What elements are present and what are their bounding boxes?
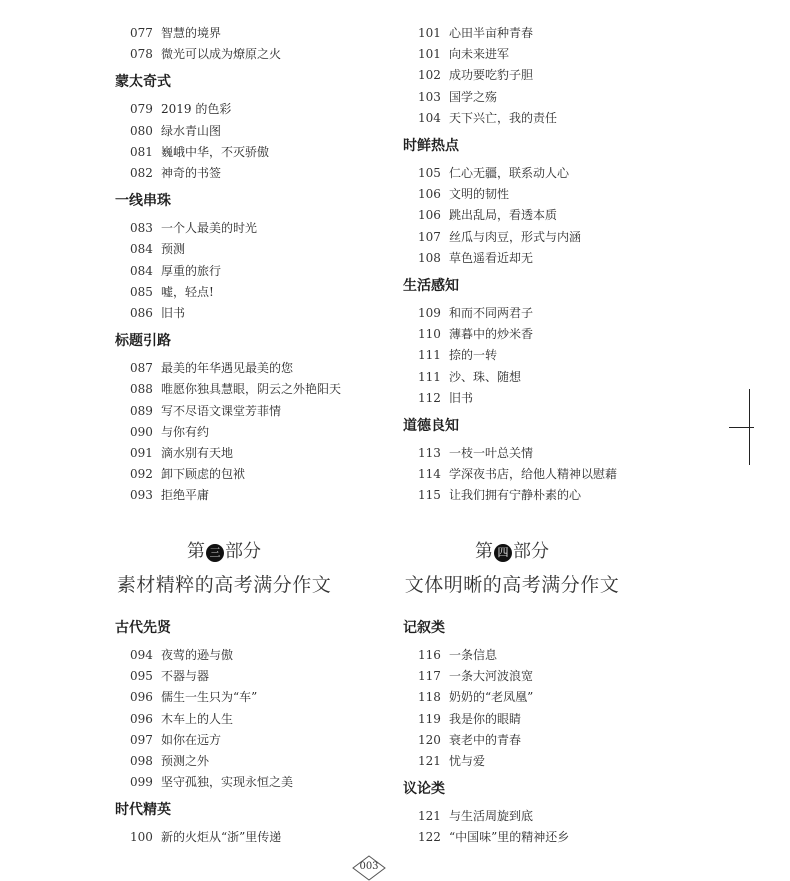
- toc-entry-title: 一条大河波浪宽: [449, 669, 534, 684]
- toc-entry-title: 捺的一转: [449, 348, 498, 363]
- toc-entry-page: 087: [130, 361, 153, 376]
- toc-entry-page: 093: [130, 488, 153, 503]
- part-3-subtitle: 素材精粹的高考满分作文: [116, 574, 332, 596]
- toc-entry-page: 090: [130, 424, 153, 439]
- toc-entry-page: 081: [130, 144, 153, 159]
- toc-entry-title: 滴水别有天地: [161, 446, 234, 460]
- part-4-header: [362, 541, 662, 597]
- toc-entry-page: 108: [418, 250, 441, 265]
- toc-entry-title: 卸下顾虑的包袱: [161, 467, 246, 482]
- toc-entry-title: 拒绝平庸: [161, 488, 210, 503]
- toc-entry-title: 儒生一生只为“车”: [161, 690, 258, 705]
- toc-entry-page: 096: [130, 711, 153, 726]
- toc-entry-title: 薄暮中的炒米香: [449, 327, 534, 342]
- part-3-header: [74, 541, 374, 597]
- toc-entry-page: 084: [130, 242, 153, 257]
- toc-entry-page: 077: [130, 26, 153, 40]
- toc-entry-title: 绿水青山图: [161, 123, 222, 138]
- toc-entry-title: 巍峨中华，不灭骄傲: [161, 144, 270, 159]
- toc-entry-title: 丝瓜与肉豆，形式与内涵: [449, 229, 582, 244]
- toc-entry-title: 学深夜书店，给他人精神以慰藉: [449, 467, 618, 482]
- toc-entry-page: 079: [130, 102, 153, 117]
- toc-entry-page: 106: [418, 187, 441, 202]
- toc-entry-page: 103: [418, 89, 441, 104]
- toc-entry-page: 110: [418, 327, 441, 342]
- toc-entry-title: 让我们拥有宁静朴素的心: [449, 488, 582, 503]
- toc-entry-title: “中国味”里的精神还乡: [449, 830, 570, 845]
- toc-entry-title: 我是你的眼睛: [449, 711, 522, 726]
- part-4-title: 第 四 部分: [475, 541, 549, 562]
- toc-entry-page: 094: [130, 648, 153, 662]
- section-heading: 生活感知: [403, 278, 459, 294]
- section-heading: 标题引路: [115, 333, 171, 350]
- toc-entry-title: 文明的韧性: [449, 187, 510, 202]
- toc-entry-title: 跳出乱局，看透本质: [449, 208, 558, 223]
- toc-entry-page: 114: [418, 467, 441, 482]
- part-3-title: 第 三 部分: [187, 541, 261, 562]
- toc-entry-title: 神奇的书签: [161, 166, 222, 180]
- toc-entry-title: 一枝一叶总关情: [449, 446, 534, 460]
- part-4-subtitle: 文体明晰的高考满分作文: [404, 574, 620, 596]
- toc-entry-page: 097: [130, 732, 153, 747]
- toc-entry-title: 天下兴亡，我的责任: [449, 110, 558, 125]
- page-number-badge: [352, 855, 386, 881]
- toc-entry-title: 不器与器: [161, 669, 210, 684]
- toc-entry-page: 120: [418, 732, 441, 747]
- toc-entry-title: 与生活周旋到底: [449, 809, 534, 824]
- toc-entry-page: 107: [418, 229, 441, 244]
- toc-entry-page: 109: [418, 306, 441, 320]
- toc-entry-title: 嘘，轻点!: [161, 284, 214, 299]
- toc-entry-page: 086: [130, 306, 153, 320]
- toc-entry-page: 113: [418, 446, 441, 460]
- toc-entry-title: 草色遥看近却无: [449, 250, 534, 265]
- toc-entry-page: 121: [418, 754, 441, 768]
- toc-entry-page: 104: [418, 110, 441, 125]
- toc-entry-page: 100: [130, 830, 153, 845]
- part-3-numeral-badge: 三: [206, 544, 224, 562]
- toc-entry-page: 085: [130, 284, 153, 299]
- toc-entry-title: 木车上的人生: [161, 711, 234, 726]
- toc-entry-page: 121: [418, 809, 441, 824]
- toc-entry-page: 119: [418, 711, 441, 726]
- toc-entry-title: 奶奶的“老凤凰”: [449, 690, 534, 705]
- toc-entry-title: 与你有约: [161, 424, 210, 439]
- toc-entry-title: 仁心无疆，联系动人心: [449, 166, 570, 180]
- toc-entry-page: 102: [418, 68, 441, 83]
- toc-entry-page: 089: [130, 403, 153, 418]
- toc-entry-title: 旧书: [161, 306, 186, 320]
- toc-entry-page: 098: [130, 754, 153, 768]
- toc-entry-title: 坚守孤独，实现永恒之美: [161, 775, 294, 790]
- section-heading: 记叙类: [403, 620, 445, 636]
- toc-entry-title: 国学之殇: [449, 89, 498, 104]
- section-heading: 道德良知: [403, 418, 459, 434]
- toc-entry-page: 111: [418, 348, 441, 363]
- toc-entry-title: 心田半亩种青春: [449, 26, 534, 40]
- toc-entry-page: 116: [418, 648, 441, 662]
- toc-entry-page: 105: [418, 166, 441, 180]
- toc-entry-page: 101: [418, 26, 441, 40]
- toc-entry-page: 115: [418, 488, 441, 503]
- toc-entry-page: 091: [130, 446, 153, 460]
- toc-entry-page: 101: [418, 47, 441, 62]
- toc-entry-page: 117: [418, 669, 441, 684]
- toc-entry-title: 唯愿你独具慧眼，阴云之外艳阳天: [161, 382, 342, 397]
- section-heading: 时代精英: [115, 802, 171, 819]
- toc-entry-title: 微光可以成为燎原之火: [161, 47, 282, 62]
- toc-entry-page: 092: [130, 467, 153, 482]
- toc-entry-title: 2019 的色彩: [161, 102, 232, 117]
- toc-entry-page: 083: [130, 221, 153, 236]
- toc-entry-title: 忧与爱: [449, 754, 486, 768]
- toc-entry-title: 沙、珠、随想: [449, 369, 522, 384]
- toc-entry-title: 一个人最美的时光: [161, 221, 258, 236]
- toc-entry-title: 智慧的境界: [161, 26, 222, 40]
- toc-entry-title: 旧书: [449, 390, 474, 405]
- toc-entry-title: 预测: [161, 242, 186, 257]
- toc-entry-page: 088: [130, 382, 153, 397]
- toc-entry-title: 向未来进军: [449, 47, 510, 62]
- toc-entry-title: 成功要吃豹子胆: [449, 68, 534, 83]
- toc-entry-page: 118: [418, 690, 441, 705]
- toc-entry-page: 112: [418, 390, 441, 405]
- toc-entry-title: 和而不同两君子: [449, 306, 534, 320]
- toc-entry-title: 夜莺的逊与傲: [161, 648, 234, 662]
- toc-entry-page: 084: [130, 263, 153, 278]
- toc-entry-title: 衰老中的青春: [449, 732, 522, 747]
- toc-entry-title: 如你在远方: [161, 732, 222, 747]
- page-number: 003: [359, 861, 379, 872]
- toc-entry-page: 095: [130, 669, 153, 684]
- toc-entry-page: 106: [418, 208, 441, 223]
- section-heading: 时鲜热点: [403, 138, 459, 154]
- toc-entry-page: 099: [130, 775, 153, 790]
- section-heading: 一线串珠: [115, 193, 171, 210]
- toc-entry-page: 122: [418, 830, 441, 845]
- toc-entry-page: 078: [130, 47, 153, 62]
- section-heading: 蒙太奇式: [115, 74, 171, 91]
- toc-entry-page: 096: [130, 690, 153, 705]
- toc-entry-title: 预测之外: [161, 754, 210, 768]
- toc-entry-title: 写不尽语文课堂芳菲情: [161, 403, 282, 418]
- toc-entry-title: 最美的年华遇见最美的您: [161, 361, 294, 376]
- crop-mark-horizontal: [729, 427, 754, 428]
- toc-entry-page: 080: [130, 123, 153, 138]
- part-4-numeral-badge: 四: [494, 544, 512, 562]
- toc-entry-page: 111: [418, 369, 441, 384]
- toc-entry-title: 厚重的旅行: [161, 263, 222, 278]
- toc-entry-page: 082: [130, 166, 153, 180]
- toc-entry-title: 一条信息: [449, 648, 498, 662]
- section-heading: 古代先贤: [115, 620, 171, 636]
- toc-entry-title: 新的火炬从“浙”里传递: [161, 830, 282, 845]
- section-heading: 议论类: [403, 781, 445, 798]
